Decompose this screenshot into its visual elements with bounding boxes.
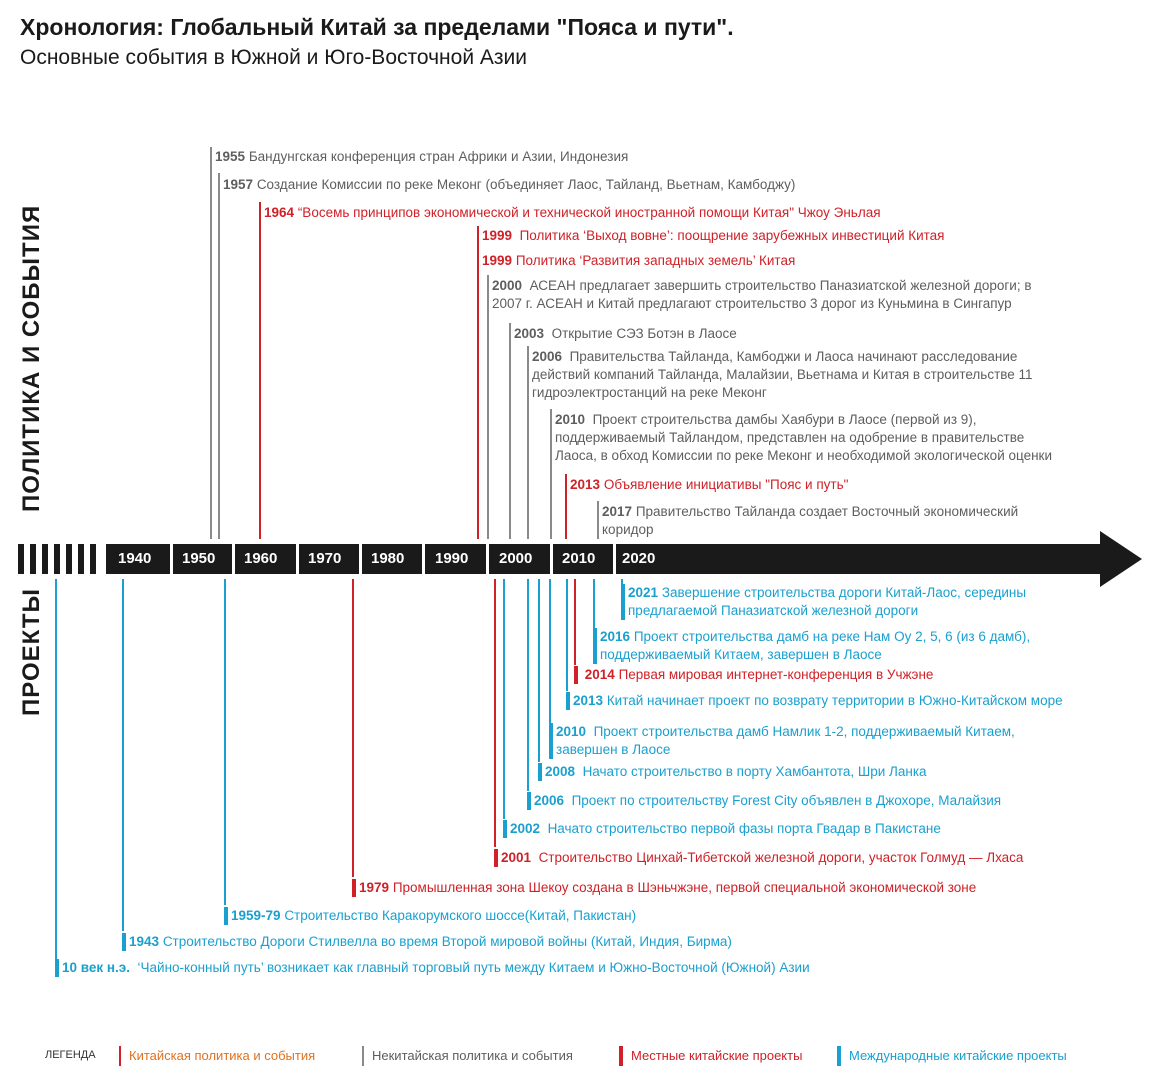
connector-line [122,579,124,931]
event-project: 10 век н.э. ‘Чайно-конный путь’ возникает как главный торговый путь между Китаем и Южно-Восточной (Южной) Азии [55,959,810,977]
event-policy: 2006 Правительства Тайланда, Камбоджи и Лаоса начинают расследование действий компаний Тайланда, Малайзии, Вьетнама и Китая в строительстве 11 гидроэлектростанций на реке Меконг [527,348,1033,402]
decade-label: 2000 [499,550,533,567]
event-policy: 2010 Проект строительства дамбы Хаябури в Лаосе (первой из 9), поддерживаемый Тайландом, представлен на одобрение в правительстве Лаоса, в обход Комиссии по реке Меконг и необходимой экологической оценки [550,411,1052,465]
decade-separator [613,544,616,574]
event-policy: 1955 Бандунгская конференция стран Африки и Азии, Индонезия [210,148,628,166]
connector-line [55,579,57,959]
decade-label: 1940 [118,550,152,567]
connector-line [224,579,226,905]
page-title: Хронология: Глобальный Китай за пределами "Пояса и пути". [20,14,734,40]
event-policy: 2017 Правительство Тайланда создает Восточный экономический коридор [597,503,1018,539]
decade-separator [550,544,553,574]
decade-label: 1950 [182,550,216,567]
connector-line [487,275,489,539]
section-label-projects: ПРОЕКТЫ [18,587,45,716]
decade-separator [422,544,425,574]
decade-label: 2020 [622,550,656,567]
event-project: 2010 Проект строительства дамб Намлик 1-2, поддерживаемый Китаем, завершен в Лаосе [549,723,1015,759]
decade-label: 1980 [371,550,405,567]
connector-line [218,173,220,539]
legend-item-chinese-policy: Китайская политика и события [119,1046,315,1066]
decade-separator [232,544,235,574]
connector-line [527,579,529,791]
event-policy: 1999 Политика ‘Развития западных земель’ Китая [477,252,795,270]
connector-line [593,579,595,629]
axis-arrow-icon [1100,531,1142,587]
connector-line [494,579,496,847]
event-policy: 1999 Политика ‘Выход вовне’: поощрение зарубежных инвестиций Китая [477,227,945,245]
event-policy: 1957 Создание Комиссии по реке Меконг (объединяет Лаос, Тайланд, Вьетнам, Камбоджу) [218,176,795,194]
decade-label: 1990 [435,550,469,567]
event-policy: 2000 АСЕАН предлагает завершить строительство Паназиатской железной дороги; в 2007 г. АСЕАН и Китай предлагают строительство 3 дорог из Куньмина в Сингапур [487,277,1032,313]
event-project: 2014 Первая мировая интернет-конференция в Учжэне [574,666,933,684]
decade-label: 1970 [308,550,342,567]
event-project: 1979 Промышленная зона Шекоу создана в Шэньчжэне, первой специальной экономической зоне [352,879,976,897]
connector-line [574,579,576,665]
legend-item-international-projects: Международные китайские проекты [837,1046,1067,1066]
event-policy: 1964 “Восемь принципов экономической и технической иностранной помощи Китая" Чжоу Эньлая [259,204,881,222]
connector-line [352,579,354,877]
legend-item-local-projects: Местные китайские проекты [619,1046,802,1066]
decade-label: 2010 [562,550,596,567]
event-policy: 2013 Объявление инициативы "Пояс и путь" [565,476,848,494]
event-policy: 2003 Открытие СЭЗ Ботэн в Лаосе [509,325,737,343]
decade-label: 1960 [244,550,278,567]
legend-item-non-chinese-policy: Некитайская политика и события [362,1046,573,1066]
section-label-policy: ПОЛИТИКА И СОБЫТИЯ [18,204,45,512]
legend-title: ЛЕГЕНДА [45,1049,96,1061]
connector-line [210,147,212,539]
decade-separator [359,544,362,574]
decade-separator [170,544,173,574]
event-project: 1943 Строительство Дороги Стилвелла во время Второй мировой войны (Китай, Индия, Бирма) [122,933,732,951]
event-project: 1959-79 Строительство Каракорумского шоссе(Китай, Пакистан) [224,907,636,925]
page-subtitle: Основные события в Южной и Юго-Восточной Азии [20,46,527,69]
connector-line [477,226,479,539]
axis-stripes [18,544,96,574]
event-project: 2008 Начато строительство в порту Хамбантота, Шри Ланка [538,763,927,781]
event-project: 2013 Китай начинает проект по возврату территории в Южно-Китайском море [566,692,1063,710]
event-project: 2006 Проект по строительству Forest City объявлен в Джохоре, Малайзия [527,792,1001,810]
connector-line [549,579,551,725]
connector-line [538,579,540,762]
connector-line [503,579,505,819]
timeline-axis [18,531,1148,586]
event-project: 2016 Проект строительства дамб на реке Нам Оу 2, 5, 6 (из 6 дамб), поддерживаемый Китаем, завершен в Лаосе [593,628,1030,664]
connector-line [509,323,511,539]
event-project: 2001 Строительство Цинхай-Тибетской железной дороги, участок Голмуд — Лхаса [494,849,1023,867]
event-project: 2002 Начато строительство первой фазы порта Гвадар в Пакистане [503,820,941,838]
decade-separator [486,544,489,574]
event-project: 2021 Завершение строительства дороги Китай-Лаос, середины предлагаемой Паназиатской железной дороги [621,584,1026,620]
connector-line [259,202,261,539]
connector-line [566,579,568,691]
decade-separator [296,544,299,574]
